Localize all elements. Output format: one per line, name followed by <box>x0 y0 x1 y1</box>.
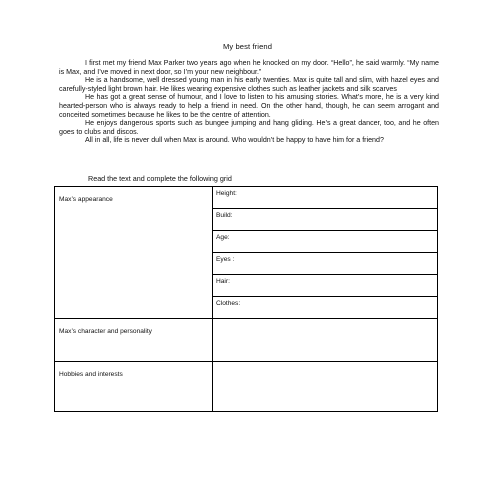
instruction-text: Read the text and complete the following grid <box>88 174 232 183</box>
document-title: My best friend <box>222 42 273 51</box>
hobbies-label: Hobbies and interests <box>55 362 213 412</box>
eyes-field[interactable]: Eyes : <box>213 253 438 275</box>
paragraph-3: He has got a great sense of humour, and I love to listen to his amusing stories. What’s more, he is a very kind hearted-person who is always ready to help a friend in need. On the other hand, though, he can seem arrogant and conceited sometimes because he likes to be the centre of attention. <box>59 93 439 119</box>
reading-text <box>59 59 439 145</box>
character-answer-cell[interactable] <box>213 319 438 362</box>
paragraph-2: He is a handsome, well dressed young man in his early twenties. Max is quite tall and slim, with hazel eyes and carefully-styled light brown hair. He likes wearing expensive clothes such as leather jackets and silk scarves <box>59 76 439 93</box>
height-field[interactable]: Height: <box>213 187 438 209</box>
hair-field[interactable]: Hair: <box>213 275 438 297</box>
hobbies-answer-cell[interactable] <box>213 362 438 412</box>
paragraph-1: I first met my friend Max Parker two years ago when he knocked on my door. “Hello”, he said warmly. “My name is Max, and I’ve moved in next door, so I’m your new neighbour.” <box>59 59 439 76</box>
completion-grid <box>54 186 438 412</box>
grid-row-hobbies <box>55 362 438 412</box>
age-field[interactable]: Age: <box>213 231 438 253</box>
build-field[interactable]: Build: <box>213 209 438 231</box>
grid-row-character <box>55 319 438 362</box>
appearance-label: Max’s appearance <box>55 187 213 319</box>
clothes-field[interactable]: Clothes: <box>213 297 438 319</box>
paragraph-4: He enjoys dangerous sports such as bungee jumping and hang gliding. He’s a great dancer, too, and he often goes to clubs and discos. <box>59 119 439 136</box>
grid-row-height <box>55 187 438 209</box>
paragraph-5: All in all, life is never dull when Max is around. Who wouldn’t be happy to have him for a friend? <box>85 136 384 145</box>
character-label: Max’s character and personality <box>55 319 213 362</box>
